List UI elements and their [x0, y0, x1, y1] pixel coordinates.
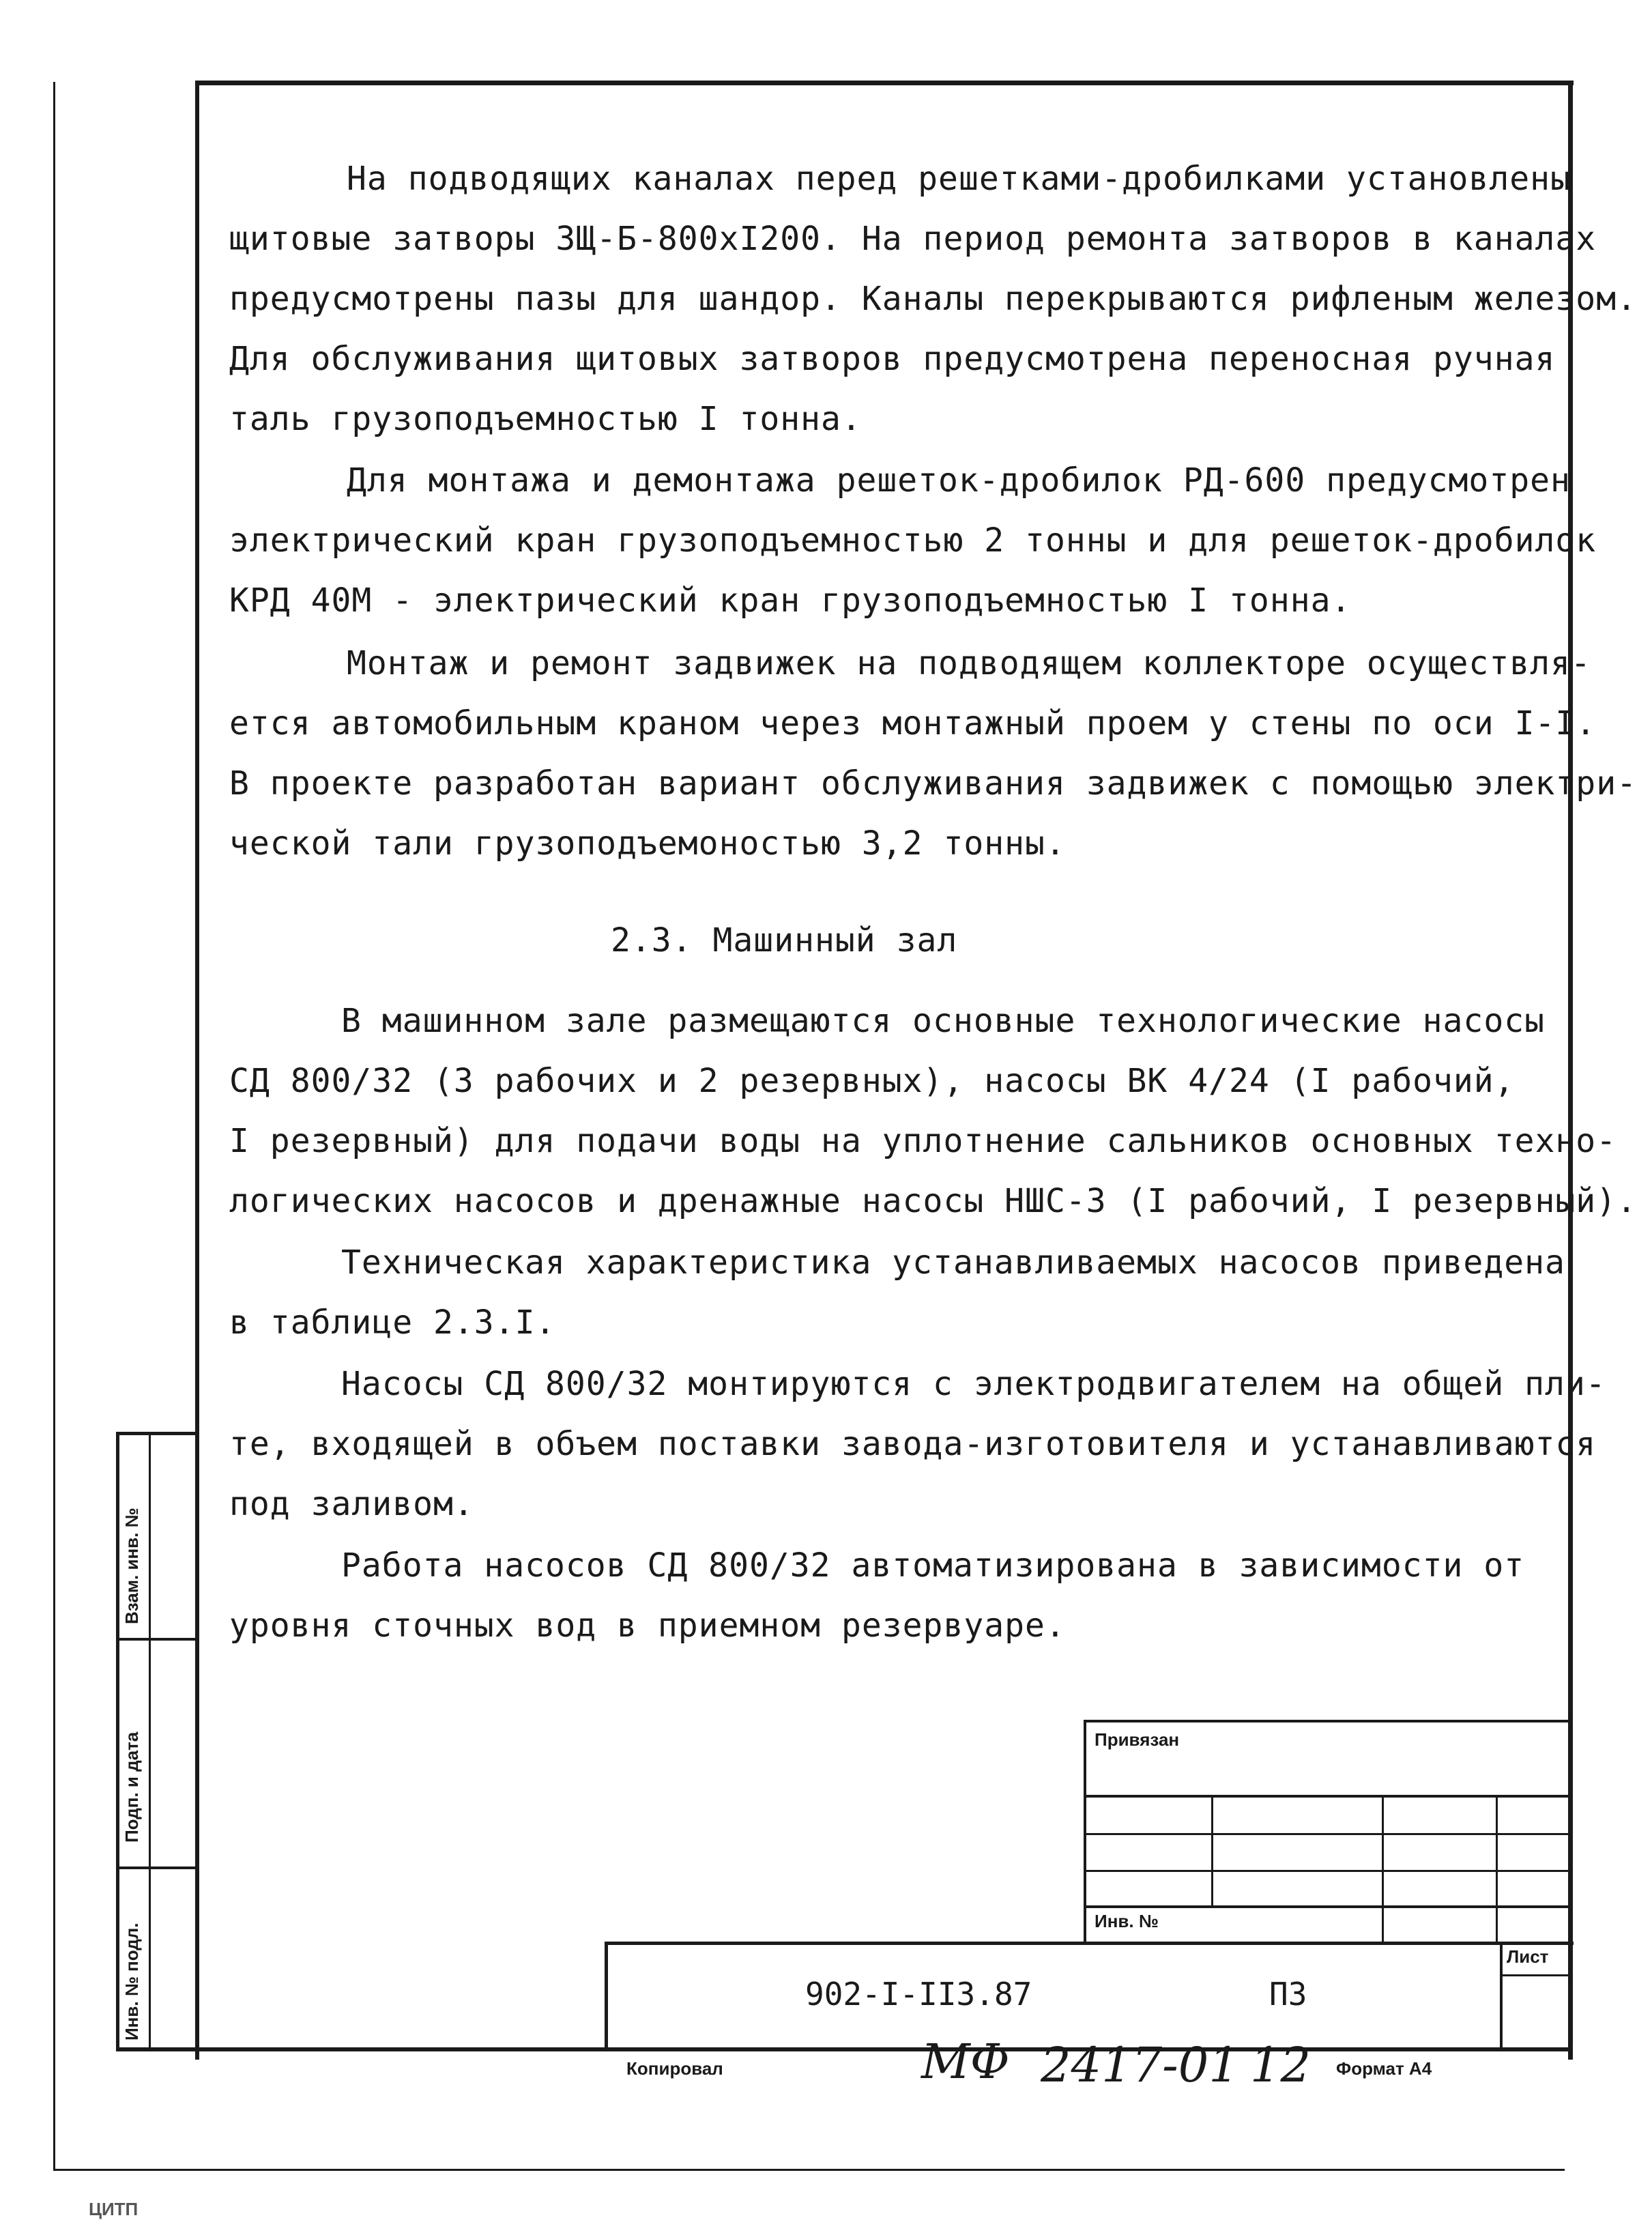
- body-line: Для монтажа и демонтажа решеток-дробилок РД-600 предусмотрен: [347, 461, 1571, 500]
- body-line: щитовые затворы ЗЩ-Б-800xI200. На период ремонта затворов в каналах: [229, 220, 1597, 258]
- handwritten-number: 2417-01: [1041, 2037, 1239, 2093]
- kopiroval-label: Копировал: [626, 2058, 723, 2079]
- margin-label-vzam-inv: Взам. инв. №: [121, 1508, 142, 1624]
- section-line: в таблице 2.3.I.: [229, 1303, 556, 1342]
- section-line: В машинном зале размещаются основные технологические насосы: [341, 1002, 1546, 1040]
- handwritten-sheet: 12: [1250, 2037, 1312, 2093]
- section-line: уровня сточных вод в приемном резервуаре.: [229, 1606, 1066, 1645]
- frame-left: [195, 81, 199, 2060]
- body-line: электрический кран грузоподъемностью 2 тонны и для решеток-дробилок: [229, 521, 1597, 560]
- doc-section: ПЗ: [1269, 1976, 1307, 2013]
- body-line: предусмотрены пазы для шандор. Каналы перекрываются рифленым железом.: [229, 280, 1637, 318]
- margin-label-inv-no-podl: Инв. № подл.: [121, 1922, 142, 2041]
- bottom-code: ЦИТП: [89, 2199, 139, 2219]
- outer-bottom-border: [53, 2169, 1565, 2171]
- body-line: таль грузоподъемностью I тонна.: [229, 400, 862, 438]
- body-line: ется автомобильным краном через монтажный проем у стены по оси I-I.: [229, 704, 1597, 743]
- section-line: те, входящей в объем поставки завода-изготовителя и устанавливаются: [229, 1425, 1597, 1463]
- format-label: Формат А4: [1336, 2058, 1432, 2079]
- body-line: Монтаж и ремонт задвижек на подводящем коллекторе осуществля-: [347, 644, 1591, 682]
- section-line: Техническая характеристика устанавливаемых насосов приведена: [341, 1243, 1565, 1282]
- section-line: под заливом.: [229, 1485, 474, 1523]
- section-line: СД 800/32 (3 рабочих и 2 резервных), насосы ВК 4/24 (I рабочий,: [229, 1062, 1515, 1100]
- margin-label-podp-data: Подп. и дата: [121, 1731, 142, 1843]
- frame-right: [1568, 81, 1573, 2060]
- handwritten-initials: МФ: [921, 2034, 1010, 2090]
- body-line: ческой тали грузоподъемоностью 3,2 тонны.: [229, 824, 1066, 863]
- body-line: На подводящих каналах перед решетками-дробилками установлены: [347, 160, 1571, 198]
- body-line: В проекте разработан вариант обслуживания задвижек с помощью электри-: [229, 764, 1637, 803]
- sheet-label: Лист: [1507, 1946, 1549, 1967]
- inv-no-label: Инв. №: [1095, 1911, 1159, 1931]
- section-line: Насосы СД 800/32 монтируются с электродвигателем на общей пли-: [341, 1365, 1606, 1403]
- frame-bottom: [116, 2047, 1573, 2051]
- body-line: КРД 40М - электрический кран грузоподъемностью I тонна.: [229, 581, 1352, 620]
- frame-top: [195, 81, 1574, 85]
- body-line: Для обслуживания щитовых затворов предусмотрена переносная ручная: [229, 340, 1556, 378]
- section-line: Работа насосов СД 800/32 автоматизирована в зависимости от: [341, 1546, 1525, 1585]
- outer-left-border: [53, 82, 55, 2170]
- section-line: I резервный) для подачи воды на уплотнение сальников основных техно-: [229, 1122, 1617, 1160]
- section-line: логических насосов и дренажные насосы НШС-3 (I рабочий, I резервный).: [229, 1182, 1637, 1220]
- privyazan-label: Привязан: [1095, 1729, 1180, 1750]
- section-heading: 2.3. Машинный зал: [611, 921, 958, 960]
- doc-code: 902-I-II3.87: [805, 1976, 1032, 2013]
